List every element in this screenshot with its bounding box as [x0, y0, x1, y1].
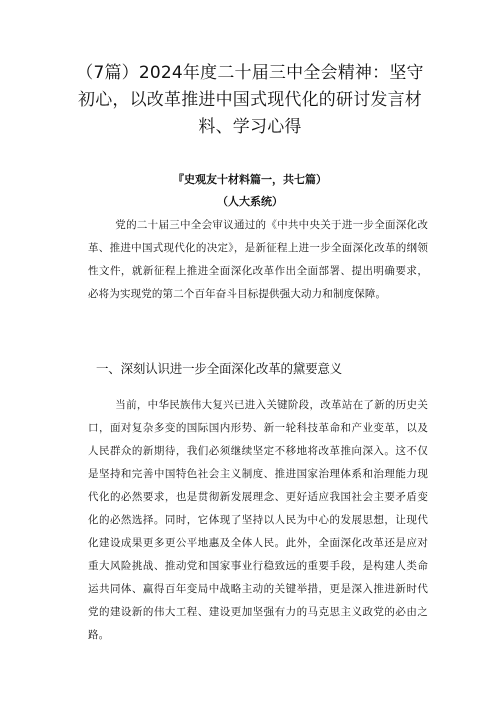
- document-title: （7篇）2024年度二十届三中全会精神：坚守初心，以改革推进中国式现代化的研讨发言材料、学习心得: [76, 63, 424, 137]
- author-line: （人大系统）: [217, 195, 283, 208]
- intro-paragraph: 党的二十届三中全会审议通过的《中共中央关于进一步全面深化改革、推进中国式现代化的决定》，是新征程上进一步全面深化改革的纲领性文件，就新征程上推进全面深化改革作出全面部署、提出明确要求，必将为实现党的第二个百年奋斗目标提供强大动力和制度保障。: [88, 219, 428, 300]
- section-heading: 一、深刻认识进一步全面深化改革的黛要意义: [96, 361, 343, 376]
- body-paragraph: 当前，中华民族伟大复兴已进入关键阶段，改革站在了新的历史关口，面对复杂多变的国际国内形势、新一轮科技革命和产业变革，以及人民群众的新期待，我们必须继续坚定不移地将改革推向深入。这不仅是坚持和完善中国特色社会主义制度、推进国家治理体系和治理能力现代化的必然要求，也是贯彻新发展理念、更好适应我国社会主要矛盾变化的必然选择。同时，它体现了坚持以人民为中心的发展思想，让现代化建设成果更多更公平地惠及全体人民。此外，全面深化改革还是应对重大风险挑战、推动党和国家事业行稳致远的重要手段，是构建人类命运共同体、赢得百年变局中战略主动的关键举措，更是深入推进新时代党的建设新的伟大工程、建设更加坚强有力的马克思主义政党的必由之路。: [88, 399, 428, 641]
- collection-note: 『史观友十材料篇一，共七篇）: [173, 173, 327, 186]
